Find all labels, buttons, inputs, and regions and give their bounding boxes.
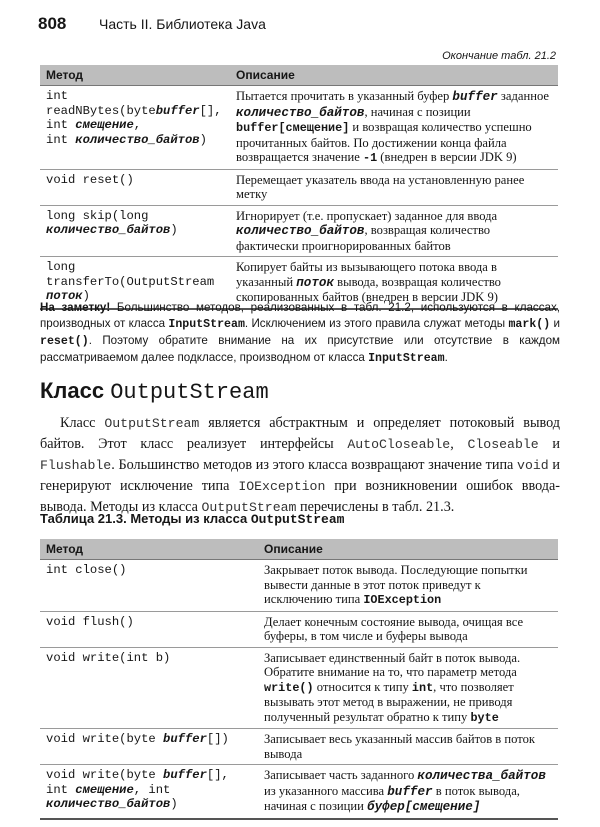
note-label: На заметку! [40, 301, 111, 314]
code-param: количество_байтов [236, 224, 365, 238]
column-header-description: Описание [230, 65, 558, 86]
table-row [40, 729, 558, 765]
method-description: Закрывает поток вывода. Последующие попытки вывести данные в этот поток приведут к исключению типа IOException [258, 560, 558, 612]
method-description: Делает конечным состояние вывода, очищая все буферы, в том числе и буферы вывода [258, 611, 558, 647]
column-header-method: Метод [40, 539, 258, 560]
section-heading: Класс OutputStream [40, 378, 269, 405]
code-identifier: AutoCloseable [347, 437, 451, 452]
method-description: Игнорирует (т.е. пропускает) заданное для ввода количество_байтов, возвращая количество фактически проигнорированных байтов [230, 205, 558, 257]
code-identifier: reset() [40, 335, 89, 348]
code-identifier: IOException [238, 479, 326, 494]
note-box: На заметку! Большинство методов, реализованных в табл. 21.2, используются в классах, производных от класса InputStream. Исключением из этого правила служат методы mark() и reset(). Поэтому обратите внимание на их присутствие или отсутствие в каждом рассматриваемом далее подклассе, производном от класса InputStream. [40, 301, 560, 365]
method-signature: void write(byte buffer[]) [40, 729, 258, 765]
method-signature: long skip(long количество_байтов) [40, 205, 230, 257]
running-title: Часть II. Библиотека Java [99, 16, 266, 32]
methods-table-21-2 [40, 65, 558, 310]
methods-table-21-3 [40, 539, 558, 820]
code-param: количество_байтов [236, 105, 365, 120]
code-param: смещение [75, 782, 134, 797]
code-identifier: InputStream [168, 318, 245, 331]
table-row [40, 205, 558, 257]
table-row [40, 647, 558, 729]
method-signature: void reset() [40, 169, 230, 205]
table-row [40, 560, 558, 612]
method-signature: void flush() [40, 611, 258, 647]
method-signature: int close() [40, 560, 258, 612]
code-identifier: InputStream [368, 352, 445, 365]
column-header-description: Описание [258, 539, 558, 560]
table-caption: Таблица 21.3. Методы из класса OutputStream [40, 511, 345, 527]
method-description: Пытается прочитать в указанный буфер buffer заданное количество_байтов, начиная с позиции buffer[смещение] и возвращая количество успешно прочитанных байтов. По достижении конца файла возвращается значение -1 (внедрен в версии JDK 9) [230, 86, 558, 170]
method-description: Записывает часть заданного количества_байтов из указанного массива buffer в поток вывода, начиная с позиции буфер[смещение] [258, 765, 558, 819]
table-continuation-label: Окончание табл. 21.2 [442, 50, 556, 62]
column-header-method: Метод [40, 65, 230, 86]
code-identifier: OutputStream [201, 500, 297, 515]
method-signature: int readNBytes(bytebuffer[], int смещение, int количество_байтов) [40, 86, 230, 170]
code-literal: -1 [362, 151, 378, 165]
code-identifier: OutputStream [110, 380, 269, 405]
code-literal: IOException [363, 593, 442, 607]
code-literal: int [411, 680, 434, 695]
code-param: количество_байтов [75, 132, 200, 147]
code-param: buffer [163, 768, 207, 782]
code-identifier: Flushable [40, 458, 112, 473]
method-signature: void write(int b) [40, 647, 258, 729]
code-param: количества_байтов [417, 769, 546, 783]
code-param: поток [296, 275, 335, 290]
code-identifier: Closeable [467, 437, 539, 452]
code-param: buffer [163, 732, 207, 746]
running-header [38, 14, 560, 40]
method-signature: void write(byte buffer[], int смещение, int количество_байтов) [40, 765, 258, 819]
code-literal: write() [264, 680, 314, 695]
method-description: Записывает единственный байт в поток вывода. Обратите внимание на то, что параметр метода write() относится к типу int, что позволяет вызывать этот метод в выражении, не приводя полученный результат обратно к типу byte [258, 647, 558, 729]
code-param: буфер[смещение] [367, 800, 481, 814]
code-identifier: OutputStream [250, 512, 345, 527]
method-description: Копирует байты из вызывающего потока ввода в указанный поток вывода, возвращая количество скопированных байтов (внедрен в версии JDK 9) [230, 257, 558, 309]
body-paragraph: Класс OutputStream является абстрактным и определяет потоковый вывод байтов. Этот класс реализует интерфейсы AutoCloseable, Closeable и Flushable. Большинство методов из этого класса возвращают значение типа void и генерируют исключение типа IOException при возникновении ошибок ввода-вывода. Методы из класса OutputStream перечислены в табл. 21.3. [40, 415, 561, 515]
table-row [40, 765, 558, 819]
table-row [40, 86, 558, 170]
method-description: Перемещает указатель ввода на установленную ранее метку [230, 169, 558, 205]
code-param: buffer [452, 90, 498, 104]
code-param: количество_байтов [46, 797, 171, 811]
code-identifier: void [517, 458, 549, 473]
code-param: buffer [155, 103, 200, 118]
method-description: Записывает весь указанный массив байтов в поток вывода [258, 729, 558, 765]
code-identifier: mark() [508, 318, 551, 331]
code-param: смещение [75, 118, 134, 132]
page-number: 808 [38, 14, 67, 33]
code-literal: buffer[смещение] [236, 121, 350, 135]
code-param: поток [46, 289, 83, 303]
code-param: buffer [387, 784, 433, 799]
code-literal: byte [470, 710, 499, 725]
code-param: количество_байтов [46, 223, 171, 237]
method-signature: long transferTo(OutputStream поток) [40, 257, 230, 309]
table-row [40, 611, 558, 647]
table-row [40, 169, 558, 205]
code-identifier: OutputStream [104, 416, 200, 431]
